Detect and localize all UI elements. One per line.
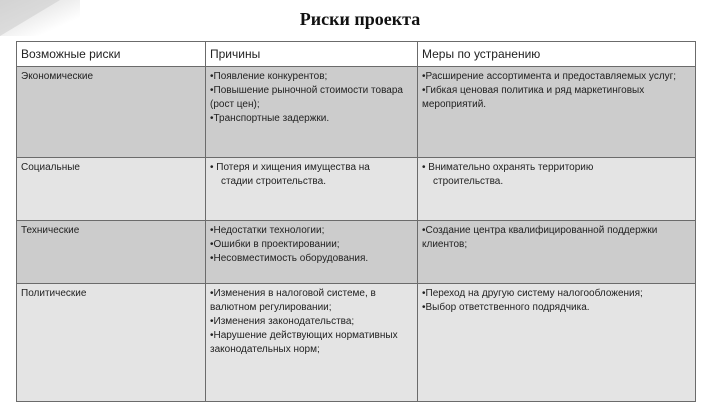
cause-item: • Потеря и хищения имущества на (210, 162, 370, 173)
measure-item: • Внимательно охранять территорию (422, 162, 594, 173)
risk-cell: Социальные (17, 158, 206, 221)
measure-item: •Расширение ассортимента и предоставляемых услуг; (422, 71, 677, 82)
cause-item: •Ошибки в проектировании; (210, 239, 340, 250)
cause-item: •Появление конкурентов; (210, 71, 328, 82)
header-causes: Причины (206, 42, 418, 67)
risk-cell: Экономические (17, 67, 206, 158)
table-row (17, 284, 696, 402)
cause-item: стадии строительства. (221, 176, 326, 187)
header-measures: Меры по устранению (418, 42, 696, 67)
cause-item: •Недостатки технологии; (210, 225, 325, 236)
measures-cell (418, 221, 696, 284)
risks-table (16, 41, 696, 402)
risk-cell: Технические (17, 221, 206, 284)
causes-cell (206, 221, 418, 284)
measure-item: •Переход на другую систему налогообложения; (422, 288, 643, 299)
cause-item: •Повышение рыночной стоимости товара (рост цен); (210, 85, 403, 110)
cause-item: •Транспортные задержки. (210, 113, 330, 124)
measure-item: •Гибкая ценовая политика и ряд маркетинговых мероприятий. (422, 85, 645, 110)
table-header-row (17, 42, 696, 67)
measures-cell (418, 67, 696, 158)
header-risks: Возможные риски (17, 42, 206, 67)
measure-item: •Создание центра квалифицированной поддержки клиентов; (422, 225, 658, 250)
page-title: Риски проекта (299, 9, 421, 29)
table-row (17, 67, 696, 158)
measure-item: •Выбор ответственного подрядчика. (422, 302, 590, 313)
cause-item: •Изменения законодательства; (210, 316, 355, 327)
cause-item: •Несовместимость оборудования. (210, 253, 369, 264)
measures-cell (418, 284, 696, 402)
table-row (17, 158, 696, 221)
causes-cell (206, 67, 418, 158)
measures-cell (418, 158, 696, 221)
cause-item: •Изменения в налоговой системе, в валютном регулировании; (210, 288, 376, 313)
causes-cell (206, 284, 418, 402)
measure-item: строительства. (433, 176, 504, 187)
table-row (17, 221, 696, 284)
risk-cell: Политические (17, 284, 206, 402)
causes-cell (206, 158, 418, 221)
cause-item: •Нарушение действующих нормативных законодательных норм; (210, 330, 398, 355)
